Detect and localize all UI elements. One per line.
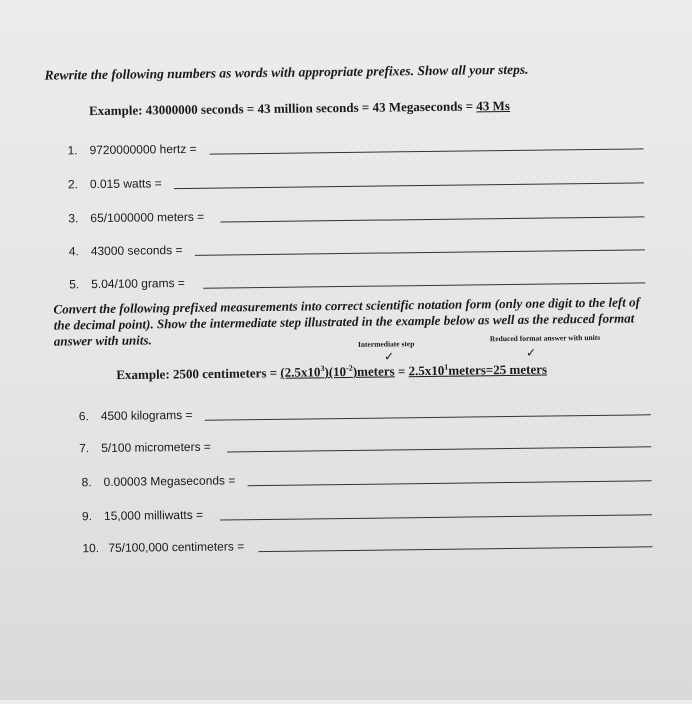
example-answer: 43 Ms [476,97,511,114]
question-7: 7. 5/100 micrometers = [79,439,211,456]
answer-line-9[interactable] [220,514,652,520]
example-intermediate-step: $(2.5x10^3)(10^{-2})meters$ [280,363,395,381]
answer-line-8[interactable] [248,480,652,486]
question-10: 10. 75/100,000 centimeters = [82,539,245,556]
section2-instruction: Convert the following prefixed measurements into correct scientific notation form (only one digit to the left of the decimal point). Show the intermediate step illustrated in the example below as well as the reduced format answer with units. [53,294,640,349]
question-6: 6. 4500 kilograms = [78,407,193,424]
annotation-intermediate-step: Intermediate step [357,339,415,349]
section1-example [89,98,510,119]
example-prefix: Example: 43000000 seconds = 43 million seconds = 43 Megaseconds = [88,98,477,119]
example-reduced-answer: $2.5x10^1meters=25$ meters [408,361,548,379]
answer-line-10[interactable] [258,546,652,552]
check-mark-icon: ✓ [383,349,395,364]
question-4: 4. 43000 seconds = [68,242,183,259]
question-1: 1. 9720000000 hertz = [67,141,197,158]
section2-example: Example: 2500 centimeters = $(2.5x10^3)(10^{-2})meters$ = $2.5x10^1meters=25$ meters [116,361,548,383]
annotation-reduced-format: Reduced format answer with units [489,332,601,344]
question-5: 5. 5.04/100 grams = [69,275,185,292]
question-9: 9. 15,000 milliwatts = [81,507,204,524]
answer-line-5[interactable] [203,282,645,288]
answer-line-7[interactable] [227,446,651,452]
question-2: 2. 0.015 watts = [67,176,162,192]
answer-line-4[interactable] [195,249,645,255]
answer-line-2[interactable] [174,182,644,189]
section1-instruction: Rewrite the following numbers as words with appropriate prefixes. Show all your steps. [44,61,529,83]
check-mark-icon: ✓ [525,345,537,360]
answer-line-3[interactable] [220,216,644,222]
answer-line-6[interactable] [205,414,651,420]
answer-line-1[interactable] [210,148,644,154]
question-3: 3. 65/1000000 meters = [68,209,205,226]
question-8: 8. 0.00003 Megaseconds = [81,473,236,490]
